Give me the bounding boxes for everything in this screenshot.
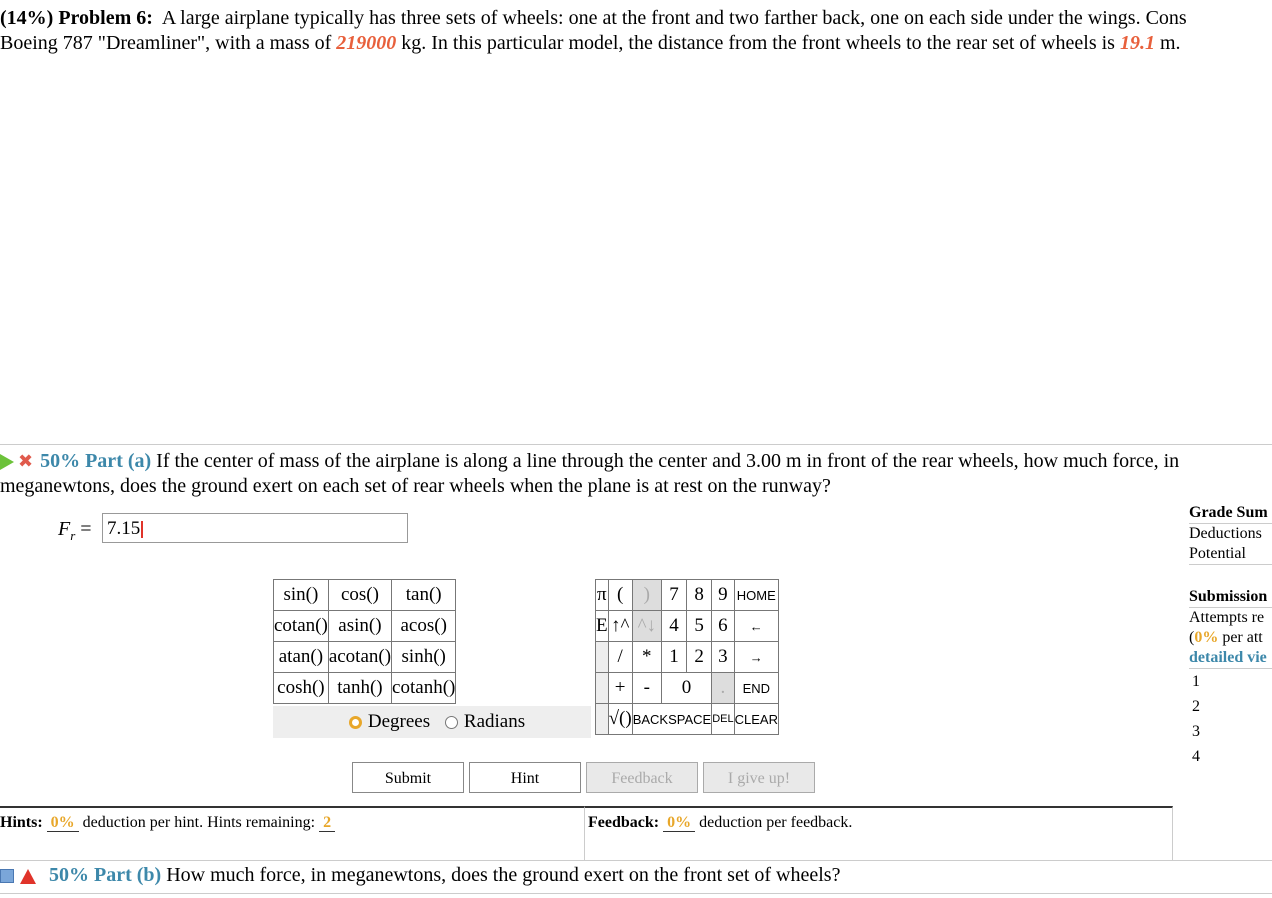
key-1[interactable]: 1 (661, 642, 686, 673)
feedback-panel (584, 806, 1173, 860)
submission-row: 1 (1192, 673, 1200, 690)
sqrt-key[interactable]: √() (608, 704, 632, 735)
down-caret-key: ^↓ (632, 611, 661, 642)
divider (0, 893, 1272, 894)
key-2[interactable]: 2 (687, 642, 712, 673)
collapse-icon[interactable] (0, 869, 14, 883)
part-b-percent: 50% (49, 864, 89, 886)
problem-weight: (14%) (0, 7, 54, 29)
feedback-label: Feedback: (588, 814, 660, 831)
cos-button[interactable]: cos() (328, 580, 391, 611)
grade-summary (1189, 503, 1272, 769)
home-key[interactable]: HOME (734, 580, 778, 611)
answer-variable (58, 518, 92, 544)
part-a-text-line1: If the center of mass of the airplane is along a line through the center and 3.00 m in front of the rear wheels, how much force, in (156, 450, 1180, 472)
cotanh-button[interactable]: cotanh() (392, 673, 456, 704)
key-5[interactable]: 5 (687, 611, 712, 642)
answer-var-sub: r (70, 528, 76, 543)
part-a-text-line2: meganewtons, does the ground exert on each set of rear wheels when the plane is at rest on the runway? (0, 475, 831, 497)
right-arrow-key[interactable]: → (734, 642, 778, 673)
key-9[interactable]: 9 (712, 580, 734, 611)
key-0[interactable]: 0 (661, 673, 711, 704)
asin-button[interactable]: asin() (328, 611, 391, 642)
per-attempt-text: per att (1222, 629, 1263, 646)
warning-icon (20, 869, 36, 884)
key-3[interactable]: 3 (712, 642, 734, 673)
radians-label: Radians (463, 711, 526, 732)
per-attempt-pct: 0% (1194, 629, 1219, 646)
degrees-radio[interactable] (349, 716, 362, 729)
numeric-keypad (595, 579, 779, 735)
tan-button[interactable]: tan() (392, 580, 456, 611)
per-attempt-line: (0% per att (1189, 629, 1263, 646)
part-a-label: Part (a) (85, 450, 152, 472)
submission-row: 4 (1192, 748, 1200, 765)
minus-key[interactable]: - (632, 673, 661, 704)
angle-mode (273, 706, 591, 738)
problem-text-line2c: m. (1159, 32, 1181, 54)
cotan-button[interactable]: cotan() (274, 611, 329, 642)
answer-input[interactable] (102, 513, 408, 543)
plus-key[interactable]: + (608, 673, 632, 704)
rparen-key: ) (632, 580, 661, 611)
answer-equals: = (80, 518, 92, 540)
tanh-button[interactable]: tanh() (328, 673, 391, 704)
hints-panel (0, 806, 584, 860)
submission-row: 3 (1192, 723, 1200, 740)
blank-key (596, 704, 609, 735)
cosh-button[interactable]: cosh() (274, 673, 329, 704)
key-7[interactable]: 7 (661, 580, 686, 611)
function-keypad (273, 579, 456, 704)
feedback-text: deduction per feedback. (699, 814, 853, 831)
feedback-deduction: 0% (663, 814, 695, 832)
hints-label: Hints: (0, 814, 43, 831)
degrees-label: Degrees (367, 711, 431, 732)
e-key[interactable]: E (596, 611, 609, 642)
expand-arrow-icon[interactable] (0, 454, 14, 470)
answer-var-letter: F (58, 518, 71, 540)
deductions-label: Deductions (1189, 525, 1262, 542)
mass-value: 219000 (336, 32, 397, 54)
sinh-button[interactable]: sinh() (392, 642, 456, 673)
key-6[interactable]: 6 (712, 611, 734, 642)
divide-key[interactable]: / (608, 642, 632, 673)
lparen-key[interactable]: ( (608, 580, 632, 611)
blank-key (596, 642, 609, 673)
decimal-key: . (712, 673, 734, 704)
sin-button[interactable]: sin() (274, 580, 329, 611)
pi-key[interactable]: π (596, 580, 609, 611)
answer-input-value: 7.15 (107, 518, 141, 539)
acos-button[interactable]: acos() (392, 611, 456, 642)
end-key[interactable]: END (734, 673, 778, 704)
give-up-button: I give up! (703, 762, 815, 793)
submissions-title: Submission (1189, 587, 1272, 608)
potential-label: Potential (1189, 544, 1272, 565)
hints-text: deduction per hint. Hints remaining: (82, 814, 316, 831)
acotan-button[interactable]: acotan() (328, 642, 391, 673)
feedback-button: Feedback (586, 762, 698, 793)
multiply-key[interactable]: * (632, 642, 661, 673)
part-b-label: Part (b) (94, 864, 162, 886)
hints-deduction: 0% (47, 814, 79, 832)
submit-button[interactable]: Submit (352, 762, 464, 793)
part-a-percent: 50% (40, 450, 81, 472)
hint-button[interactable]: Hint (469, 762, 581, 793)
problem-label: Problem 6: (58, 7, 153, 29)
problem-text-line1: A large airplane typically has three sets of wheels: one at the front and two farther back, one on each side under the wings. Cons (161, 7, 1187, 29)
part-a-header (0, 449, 1272, 499)
radians-radio[interactable] (445, 716, 458, 729)
problem-statement (0, 6, 1272, 56)
problem-text-line2a: Boeing 787 "Dreamliner", with a mass of (0, 32, 332, 54)
submission-row: 2 (1192, 698, 1200, 715)
divider (0, 860, 1272, 861)
problem-text-line2b: kg. In this particular model, the distance from the front wheels to the rear set of wheels is (401, 32, 1115, 54)
divider (0, 444, 1272, 445)
hints-remaining: 2 (319, 814, 335, 832)
key-8[interactable]: 8 (687, 580, 712, 611)
key-4[interactable]: 4 (661, 611, 686, 642)
backspace-key[interactable]: BACKSPACE (632, 704, 712, 735)
clear-key[interactable]: CLEAR (734, 704, 778, 735)
part-b-text: How much force, in meganewtons, does the ground exert on the front set of wheels? (166, 864, 841, 886)
text-caret (141, 521, 143, 538)
attempts-label: Attempts re (1189, 609, 1265, 626)
incorrect-x-icon: ✖ (18, 451, 34, 472)
atan-button[interactable]: atan() (274, 642, 329, 673)
part-b-header[interactable] (0, 863, 1272, 888)
grade-summary-title: Grade Sum (1189, 503, 1272, 524)
detailed-view-link[interactable]: detailed vie (1189, 648, 1272, 669)
up-caret-key[interactable]: ↑^ (608, 611, 632, 642)
del-key[interactable]: DEL (712, 704, 734, 735)
blank-key (596, 673, 609, 704)
distance-value: 19.1 (1119, 32, 1155, 54)
left-arrow-key[interactable]: ← (734, 611, 778, 642)
